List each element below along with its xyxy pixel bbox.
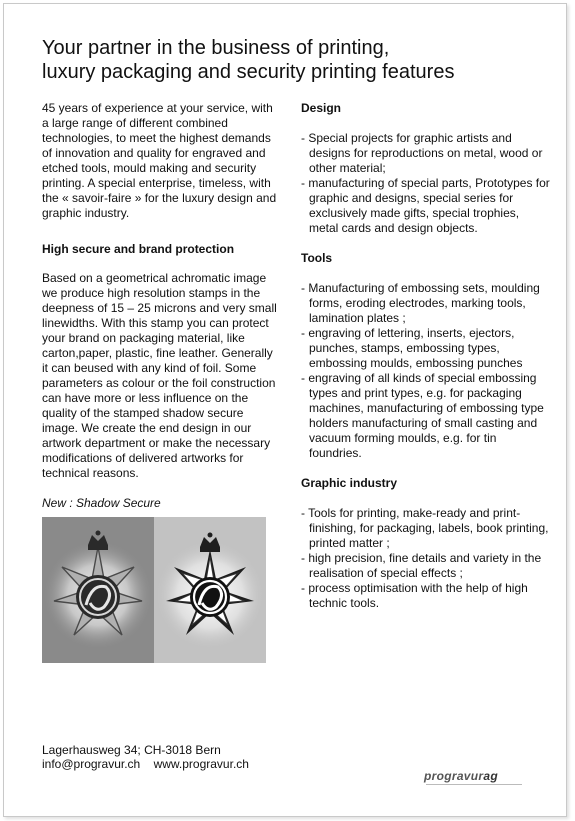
left-column	[42, 101, 282, 525]
logo-suffix: ag	[483, 769, 498, 783]
list-item: - engraving of all kinds of special embossing types and print types, e.g. for packaging machines, manufacturing of embossing type holders manufacturing of small casting and vacuum forming moulds, e.g. for tin foundries.	[301, 371, 544, 460]
protection-heading: High secure and brand protection	[42, 242, 235, 256]
design-list	[301, 131, 551, 236]
emblem-dark-image	[42, 517, 154, 663]
logo-name: progravur	[424, 769, 484, 783]
list-item: - high precision, fine details and variety in the realisation of special effects ;	[301, 551, 542, 580]
protection-paragraph: Based on a geometrical achromatic image we produce high resolution stamps in the deepness of 15 – 25 microns and very small linewidths. With this stamp you can protect your brand on packaging material, like carton,paper, plastic, fine leather. Generally it can beused with any kind of foil. Some parameters as colour or the foil construction can have more or less influence on the quality of the stamped shadow secure image. We create the end design in our artwork department or make the necessary modifications of delivered artworks for technical reasons.	[42, 271, 277, 480]
new-product-label: New : Shadow Secure	[42, 496, 161, 510]
page-title	[42, 36, 552, 84]
shadow-secure-image-dark	[42, 517, 154, 663]
graphic-industry-heading: Graphic industry	[301, 476, 398, 490]
email-link[interactable]: info@progravur.ch	[42, 757, 141, 771]
footer-contact	[42, 743, 249, 771]
list-item: - Special projects for graphic artists and designs for reproductions on metal, wood or other material;	[301, 131, 543, 175]
contact-line	[42, 757, 249, 771]
shadow-secure-image-light	[154, 517, 266, 663]
list-item: - manufacturing of special parts, Prototypes for graphic and designs, special series for exclusively made gifts, special trophies, metal cards and design objects.	[301, 176, 550, 235]
shadow-secure-images	[42, 517, 266, 663]
title-line-2: luxury packaging and security printing features	[42, 61, 455, 83]
intro-paragraph: 45 years of experience at your service, with a large range of different combined technologies, to meet the highest demands of innovation and quality for engraved and etched tools, mould making and security printing. A special enterprise, timeless, with the « savoir-faire » for the luxury design and graphic industry.	[42, 101, 277, 220]
list-item: - Manufacturing of embossing sets, moulding forms, eroding electrodes, marking tools, lamination plates ;	[301, 281, 540, 325]
address-line: Lagerhausweg 34; CH-3018 Bern	[42, 743, 221, 757]
graphic-industry-list	[301, 506, 551, 611]
right-column	[301, 101, 551, 611]
company-logo	[424, 769, 498, 783]
title-line-1: Your partner in the business of printing,	[42, 37, 390, 59]
tools-heading: Tools	[301, 251, 333, 265]
emblem-light-image	[154, 517, 266, 663]
design-heading: Design	[301, 101, 342, 115]
logo-underline	[426, 784, 522, 785]
list-item: - Tools for printing, make-ready and print-finishing, for packaging, labels, book printing, printed matter ;	[301, 506, 549, 550]
website-link[interactable]: www.progravur.ch	[153, 757, 249, 771]
tools-list	[301, 281, 551, 461]
list-item: - engraving of lettering, inserts, ejectors, punches, stamps, embossing types, embossing moulds, embossing punches	[301, 326, 523, 370]
list-item: - process optimisation with the help of high technic tools.	[301, 581, 528, 610]
